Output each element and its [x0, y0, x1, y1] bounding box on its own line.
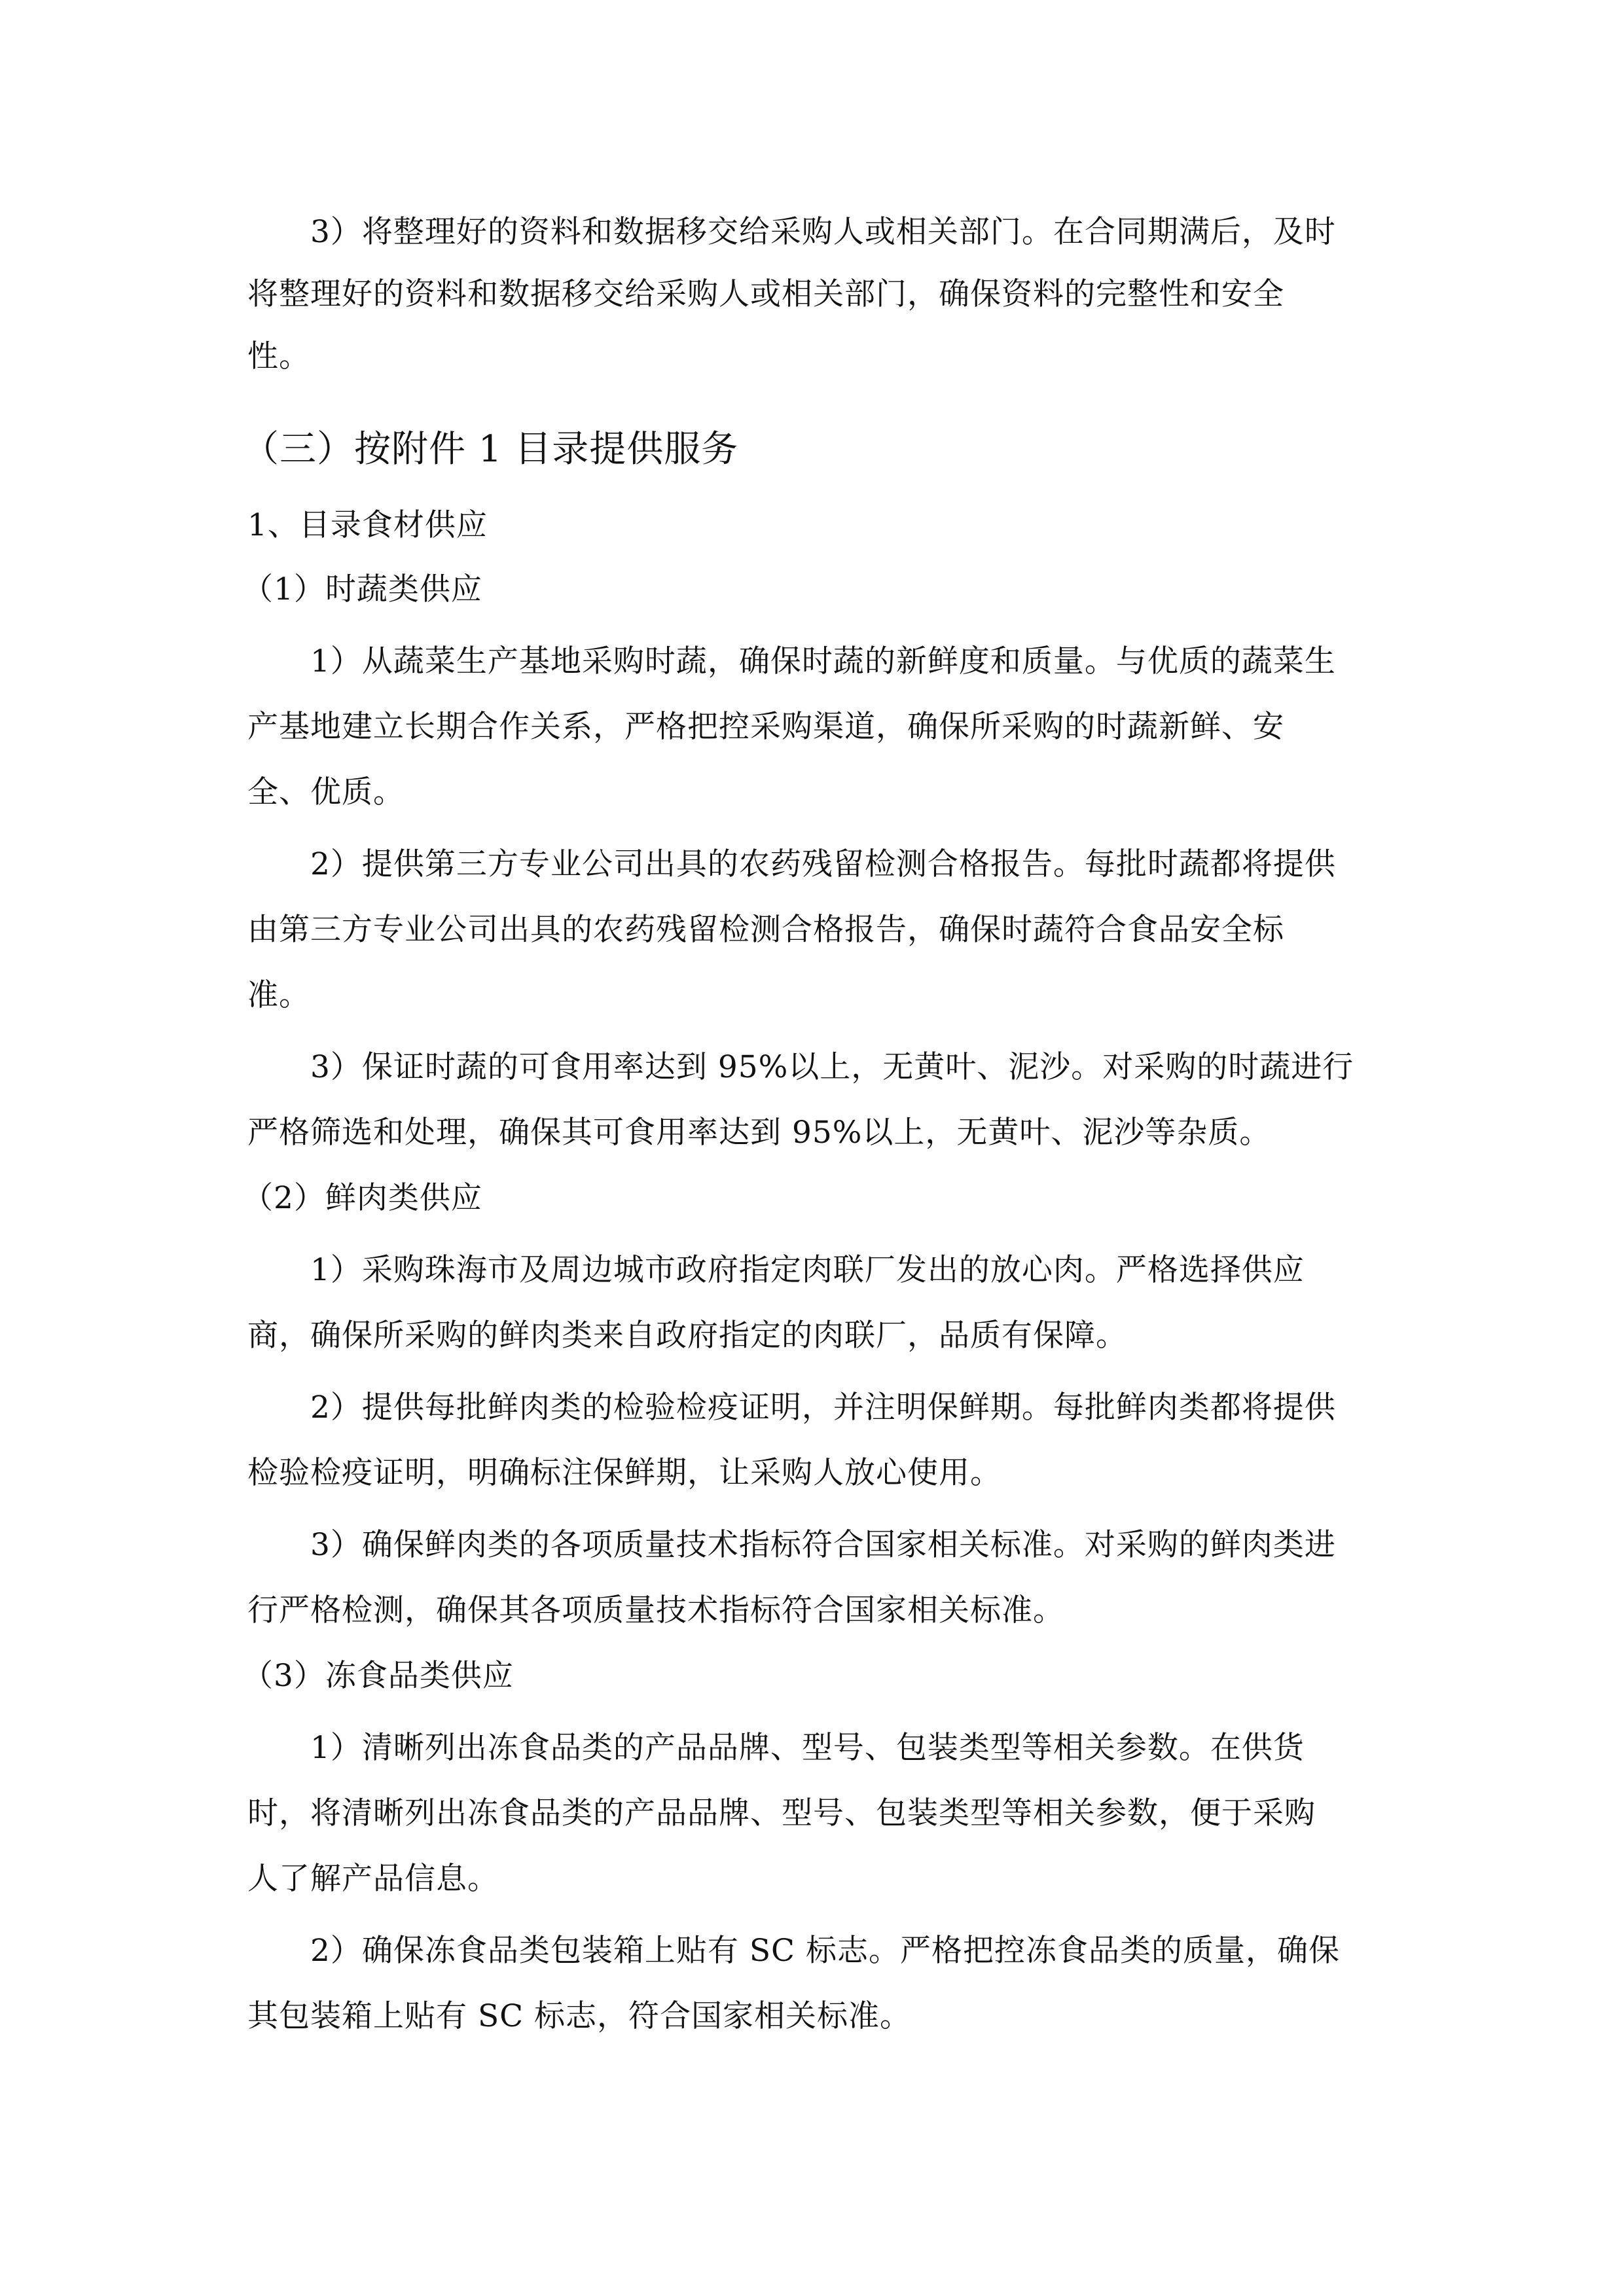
frozen-p2-line-1: 2）确保冻食品类包装箱上贴有 SC 标志。严格把控冻食品类的质量，确保: [310, 1933, 1340, 1969]
frozen-p2-line-2: 其包装箱上贴有 SC 标志，符合国家相关标准。: [247, 1998, 912, 2034]
meat-p3-line-1: 3）确保鲜肉类的各项质量技术指标符合国家相关标准。对采购的鲜肉类进: [310, 1527, 1336, 1563]
vegetables-p2-line-2: 由第三方专业公司出具的农药残留检测合格报告，确保时蔬符合食品安全标: [247, 912, 1284, 948]
meat-p1-line-1: 1）采购珠海市及周边城市政府指定肉联厂发出的放心肉。严格选择供应: [310, 1252, 1305, 1288]
vegetables-heading: （1）时蔬类供应: [242, 571, 482, 607]
intro-line-2: 将整理好的资料和数据移交给采购人或相关部门，确保资料的完整性和安全: [247, 276, 1284, 312]
meat-p2-line-2: 检验检疫证明，明确标注保鲜期，让采购人放心使用。: [247, 1455, 1001, 1491]
meat-p2-line-1: 2）提供每批鲜肉类的检验检疫证明，并注明保鲜期。每批鲜肉类都将提供: [310, 1390, 1336, 1426]
intro-line-3: 性。: [247, 338, 310, 374]
frozen-heading: （3）冻食品类供应: [242, 1658, 514, 1694]
vegetables-p1-line-1: 1）从蔬菜生产基地采购时蔬，确保时蔬的新鲜度和质量。与优质的蔬菜生: [310, 643, 1336, 679]
vegetables-p3-line-2: 严格筛选和处理，确保其可食用率达到 95%以上，无黄叶、泥沙等杂质。: [247, 1115, 1271, 1151]
meat-heading: （2）鲜肉类供应: [242, 1180, 482, 1216]
section-heading: （三）按附件 1 目录提供服务: [242, 428, 739, 471]
vegetables-p2-line-1: 2）提供第三方专业公司出具的农药残留检测合格报告。每批时蔬都将提供: [310, 846, 1336, 882]
frozen-p1-line-3: 人了解产品信息。: [247, 1861, 499, 1897]
frozen-p1-line-2: 时，将清晰列出冻食品类的产品品牌、型号、包装类型等相关参数，便于采购: [247, 1795, 1316, 1831]
intro-line-1: 3）将整理好的资料和数据移交给采购人或相关部门。在合同期满后，及时: [310, 214, 1336, 250]
vegetables-p3-line-1: 3）保证时蔬的可食用率达到 95%以上，无黄叶、泥沙。对采购的时蔬进行: [310, 1049, 1354, 1085]
vegetables-p1-line-3: 全、优质。: [247, 774, 405, 810]
vegetables-p1-line-2: 产基地建立长期合作关系，严格把控采购渠道，确保所采购的时蔬新鲜、安: [247, 709, 1284, 745]
subsection-heading: 1、目录食材供应: [247, 507, 488, 543]
vegetables-p2-line-3: 准。: [247, 977, 310, 1013]
meat-p1-line-2: 商，确保所采购的鲜肉类来自政府指定的肉联厂，品质有保障。: [247, 1318, 1127, 1354]
frozen-p1-line-1: 1）清晰列出冻食品类的产品品牌、型号、包装类型等相关参数。在供货: [310, 1730, 1305, 1766]
meat-p3-line-2: 行严格检测，确保其各项质量技术指标符合国家相关标准。: [247, 1592, 1064, 1628]
